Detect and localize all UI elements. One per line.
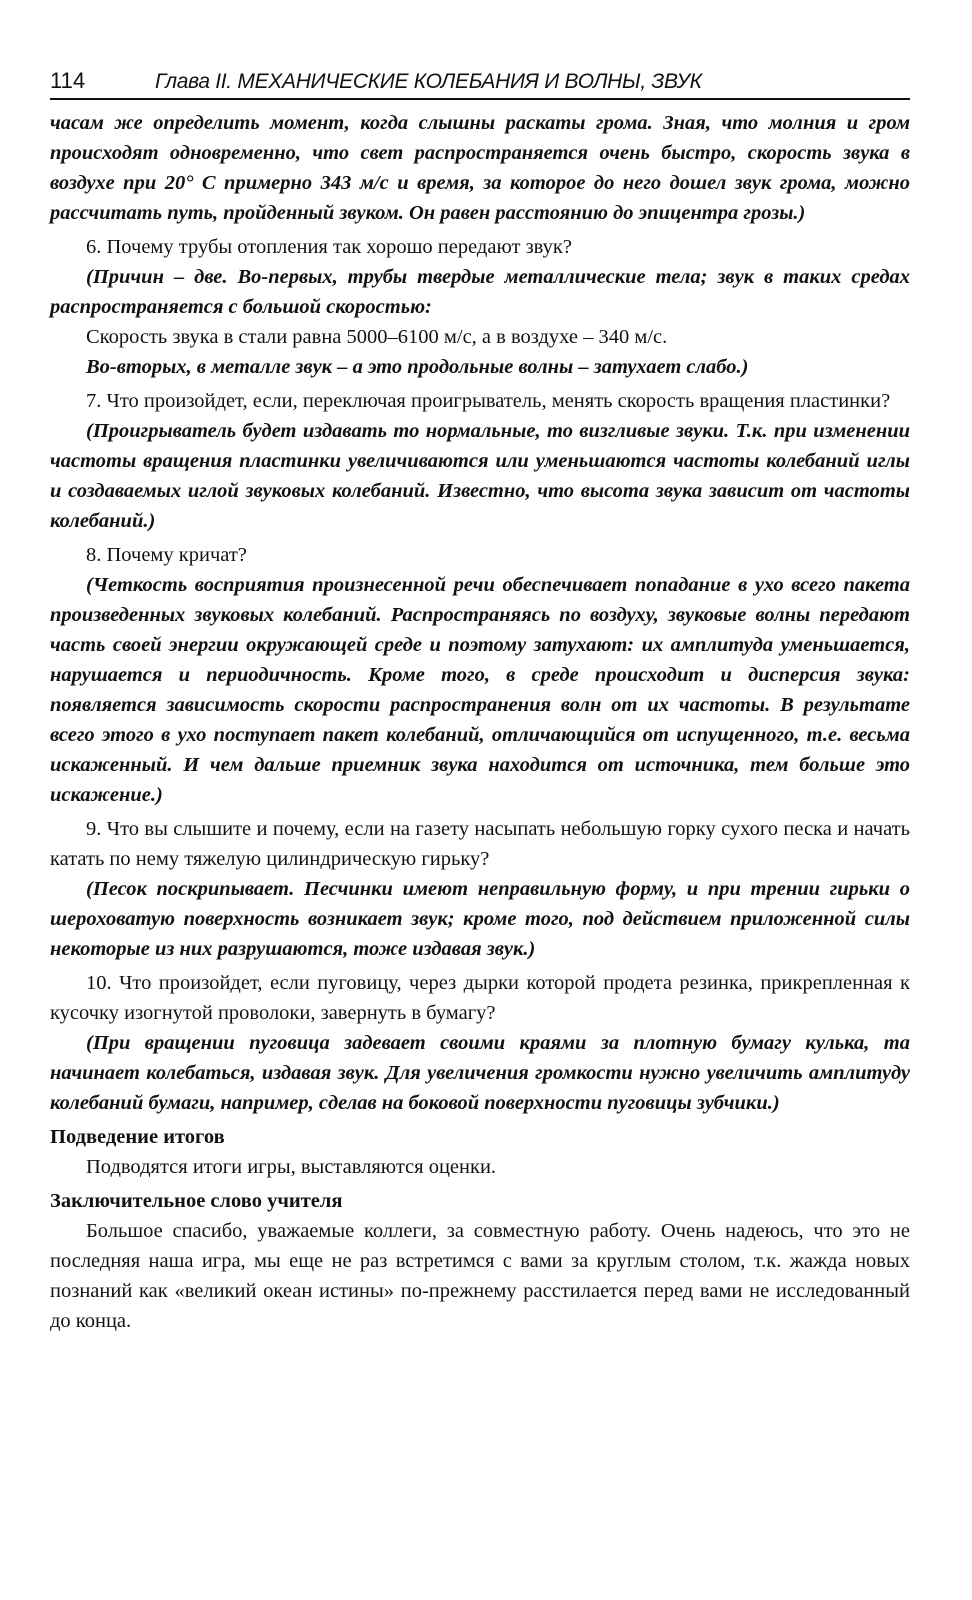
body-paragraph: Скорость звука в стали равна 5000–6100 м/с, а в воздухе – 340 м/с. — [86, 326, 668, 348]
running-title: Глава II. МЕХАНИЧЕСКИЕ КОЛЕБАНИЯ И ВОЛНЫ, ЗВУК — [155, 70, 702, 93]
answer-paragraph: часам же определить момент, когда слышны раскаты грома. Зная, что молния и гром происходят одновременно, что свет распространяется очень быстро, скорость звука в воздухе при 20° C примерно 343 м/с и время, за которое до него дошел звук грома, можно рассчитать путь, пройденный звуком. Он равен расстоянию до эпицентра грозы.) — [50, 112, 910, 224]
page-header — [50, 68, 910, 100]
question-paragraph: 6. Почему трубы отопления так хорошо передают звук? — [86, 236, 572, 258]
page-body — [50, 108, 910, 1336]
question-paragraph: 7. Что произойдет, если, переключая проигрыватель, менять скорость вращения пластинки? — [86, 390, 891, 412]
body-paragraph: Большое спасибо, уважаемые коллеги, за совместную работу. Очень надеюсь, что это не последняя наша игра, мы еще не раз встретимся с вами за круглым столом, т.к. жажда новых познаний как «великий океан истины» по-прежнему расстилается перед вами не исследованный до конца. — [50, 1220, 910, 1332]
answer-paragraph: (Песок поскрипывает. Песчинки имеют неправильную форму, и при трении гирьки о шероховатую поверхность возникает звук; кроме того, под действием приложенной силы некоторые из них разрушаются, тоже издавая звук.) — [50, 878, 910, 960]
answer-paragraph: (Четкость восприятия произнесенной речи обеспечивает попадание в ухо всего пакета произведенных звуковых колебаний. Распространяясь по воздуху, звуковые волны передают часть своей энергии окружающей среде и поэтому затухают: их амплитуда уменьшается, нарушается и периодичность. Кроме того, в среде происходит и дисперсия звука: появляется зависимость скорости распространения волн от их частоты. В результате всего этого в ухо поступает пакет колебаний, отличающийся от испущенного, т.е. весьма искаженный. И чем дальше приемник звука находится от источника, тем больше это искажение.) — [50, 574, 910, 806]
answer-paragraph: (При вращении пуговица задевает своими краями за плотную бумагу кулька, та начинает колебаться, издавая звук. Для увеличения громкости нужно увеличить амплитуду колебаний бумаги, например, сделав на боковой поверхности пуговицы зубчики.) — [50, 1032, 910, 1114]
book-page — [50, 68, 910, 1336]
body-paragraph: Подводятся итоги игры, выставляются оценки. — [86, 1156, 497, 1178]
question-paragraph: 9. Что вы слышите и почему, если на газету насыпать небольшую горку сухого песка и начать катать по нему тяжелую цилиндрическую гирьку? — [50, 818, 910, 870]
answer-paragraph: (Проигрыватель будет издавать то нормальные, то визгливые звуки. Т.к. при изменении частоты вращения пластинки увеличиваются или уменьшаются частоты колебаний иглы и создаваемых иглой звуковых колебаний. Известно, что высота звука зависит от частоты колебаний.) — [50, 420, 910, 532]
question-paragraph: 10. Что произойдет, если пуговицу, через дырки которой продета резинка, прикрепленная к кусочку изогнутой проволоки, завернуть в бумагу? — [50, 972, 910, 1024]
answer-paragraph: Во-вторых, в металле звук – а это продольные волны – затухает слабо.) — [86, 356, 749, 378]
page-number: 114 — [50, 68, 86, 93]
answer-paragraph: (Причин – две. Во-первых, трубы твердые металлические тела; звук в таких средах распространяется с большой скоростью: — [50, 266, 910, 318]
question-paragraph: 8. Почему кричат? — [86, 544, 247, 566]
section-heading: Заключительное слово учителя — [50, 1190, 343, 1212]
section-heading: Подведение итогов — [50, 1126, 225, 1148]
